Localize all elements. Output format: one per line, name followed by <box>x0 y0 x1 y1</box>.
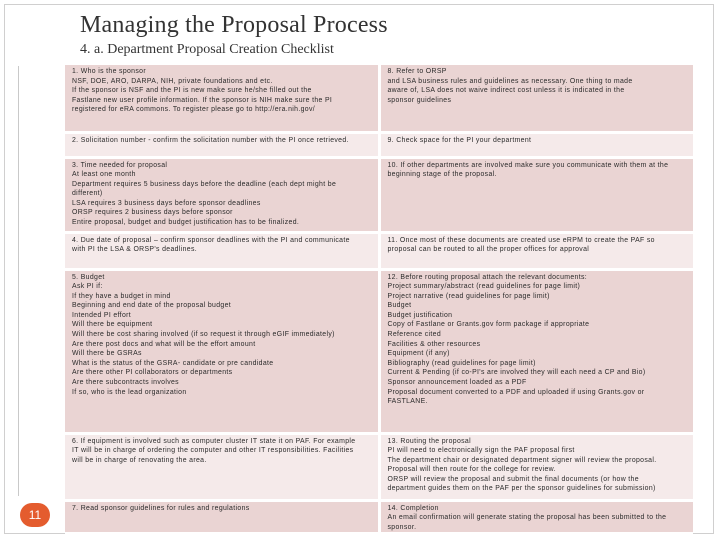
checklist-line: Facilities & other resources <box>387 340 481 348</box>
checklist-cell-right <box>379 232 693 269</box>
checklist-line: 10. If other departments are involved make sure you communicate with them at the <box>387 161 669 169</box>
checklist-line: 12. Before routing proposal attach the relevant documents: <box>387 273 588 281</box>
checklist-line: NSF, DOE, ARO, DARPA, NIH, private foundations and etc. <box>72 77 273 85</box>
checklist-line: Ask PI if: <box>72 283 103 291</box>
checklist-cell-left <box>65 157 379 232</box>
checklist-cell-left <box>65 433 379 500</box>
checklist-row <box>65 132 693 157</box>
checklist-line: Are there other PI collaborators or departments <box>72 369 233 377</box>
checklist-line: 6. If equipment is involved such as computer cluster IT state it on PAF. For example <box>72 437 356 445</box>
checklist-cell-left <box>65 65 379 132</box>
checklist-line: Proposal document converted to a PDF and uploaded if using Grants.gov or <box>387 388 645 396</box>
checklist-line: different) <box>72 190 103 198</box>
checklist-line: proposal can be routed to all the proper offices for approval <box>387 246 590 254</box>
checklist-line: sponsor. <box>387 523 417 531</box>
checklist-line: Fastlane new user profile information. If the sponsor is NIH make sure the PI <box>72 96 333 104</box>
checklist-cell-right <box>379 500 693 534</box>
checklist-line: Will there be cost sharing involved (if so request it through eGIF immediately) <box>72 331 335 339</box>
checklist-line: Will there be GSRAs <box>72 350 142 358</box>
checklist-line: Current & Pending (if co-PI's are involved they will each need a CP and Bio) <box>387 369 646 377</box>
checklist-cell-right <box>379 269 693 433</box>
checklist-line: 4. Due date of proposal – confirm sponsor deadlines with the PI and communicate <box>72 236 350 244</box>
checklist-line: ORSP will review the proposal and submit the final documents (or how the <box>387 475 639 483</box>
checklist-line: Project narrative (read guidelines for page limit) <box>387 292 550 300</box>
checklist-line: If they have a budget in mind <box>72 292 171 300</box>
checklist-cell-right <box>379 157 693 232</box>
checklist-line: registered for eRA commons. To register please go to http://era.nih.gov/ <box>72 106 316 114</box>
checklist-line: The department chair or designated department signer will review the proposal. <box>387 456 657 464</box>
checklist-line: At least one month <box>72 171 136 179</box>
checklist-line: 1. Who is the sponsor <box>72 68 146 75</box>
checklist-line: department guides them on the PAF per the sponsor guidelines for submission) <box>387 485 656 493</box>
checklist-line: 2. Solicitation number - confirm the solicitation number with the PI once retrieved. <box>72 136 349 144</box>
checklist-line: with PI the LSA & ORSP's deadlines. <box>72 246 198 254</box>
checklist-line: aware of, LSA does not waive indirect cost unless it is indicated in the <box>387 87 625 95</box>
checklist-line: PI will need to electronically sign the PAF proposal first <box>387 447 575 455</box>
checklist-row <box>65 65 693 132</box>
checklist-line: Sponsor announcement loaded as a PDF <box>387 379 527 387</box>
checklist-cell-left <box>65 500 379 534</box>
checklist-row <box>65 269 693 433</box>
checklist-line: Beginning and end date of the proposal budget <box>72 302 232 310</box>
checklist-line: 13. Routing the proposal <box>387 437 471 445</box>
checklist-line: sponsor guidelines <box>387 96 452 104</box>
checklist-line: 7. Read sponsor guidelines for rules and regulations <box>72 504 250 512</box>
checklist-row <box>65 500 693 534</box>
checklist-line: 9. Check space for the PI your department <box>387 136 532 144</box>
checklist-line: and LSA business rules and guidelines as necessary. One thing to made <box>387 77 633 85</box>
checklist-line: Reference cited <box>387 331 442 339</box>
checklist-row <box>65 232 693 269</box>
checklist-line: Equipment (if any) <box>387 350 450 358</box>
checklist-line: IT will be in charge of ordering the computer and other IT responsibilities. Facilities <box>72 447 354 455</box>
checklist-line: beginning stage of the proposal. <box>387 171 497 179</box>
checklist-line: Entire proposal, budget and budget justification has to be finalized. <box>72 219 300 227</box>
checklist-row <box>65 157 693 232</box>
checklist-cell-left <box>65 132 379 157</box>
checklist-line: Budget justification <box>387 311 453 319</box>
sidebar-divider <box>18 66 19 496</box>
checklist-line: 5. Budget <box>72 273 105 281</box>
checklist-line: If the sponsor is NSF and the PI is new make sure he/she filled out the <box>72 87 312 95</box>
checklist-line: An email confirmation will generate stating the proposal has been submitted to the <box>387 514 667 522</box>
checklist-line: Proposal will then route for the college for review. <box>387 466 556 474</box>
page-number-badge: 11 <box>20 503 50 527</box>
checklist-cell-right <box>379 132 693 157</box>
checklist-line: What is the status of the GSRA- candidate or pre candidate <box>72 359 274 367</box>
checklist-cell-left <box>65 232 379 269</box>
checklist-line: Will there be equipment <box>72 321 153 329</box>
checklist-row <box>65 433 693 500</box>
slide-subtitle: 4. a. Department Proposal Creation Checklist <box>80 42 334 57</box>
checklist-line: Budget <box>387 302 412 310</box>
checklist-line: ORSP requires 2 business days before sponsor <box>72 209 233 217</box>
checklist-cell-left <box>65 269 379 433</box>
checklist-cell-right <box>379 433 693 500</box>
checklist-line: Copy of Fastlane or Grants.gov form package if appropriate <box>387 321 590 329</box>
checklist-table <box>65 65 693 535</box>
slide-title: Managing the Proposal Process <box>80 12 388 38</box>
checklist-line: Are there subcontracts involves <box>72 379 179 387</box>
checklist-line: 11. Once most of these documents are created use eRPM to create the PAF so <box>387 236 655 244</box>
checklist-line: 8. Refer to ORSP <box>387 68 447 75</box>
checklist-line: will be in charge of renovating the area. <box>72 456 207 464</box>
checklist-line: If so, who is the lead organization <box>72 388 187 396</box>
checklist-line: 3. Time needed for proposal <box>72 161 168 169</box>
checklist-line: Intended PI effort <box>72 311 132 319</box>
checklist-line: LSA requires 3 business days before sponsor deadlines <box>72 199 261 207</box>
checklist-line: Project summary/abstract (read guidelines for page limit) <box>387 283 581 291</box>
checklist-line: Department requires 5 business days before the deadline (each dept might be <box>72 180 337 188</box>
checklist-line: Are there post docs and what will be the effort amount <box>72 340 256 348</box>
checklist-line: 14. Completion <box>387 504 439 512</box>
checklist-cell-right <box>379 65 693 132</box>
checklist-line: Bibliography (read guidelines for page limit) <box>387 359 536 367</box>
checklist-line: FASTLANE. <box>387 398 428 406</box>
